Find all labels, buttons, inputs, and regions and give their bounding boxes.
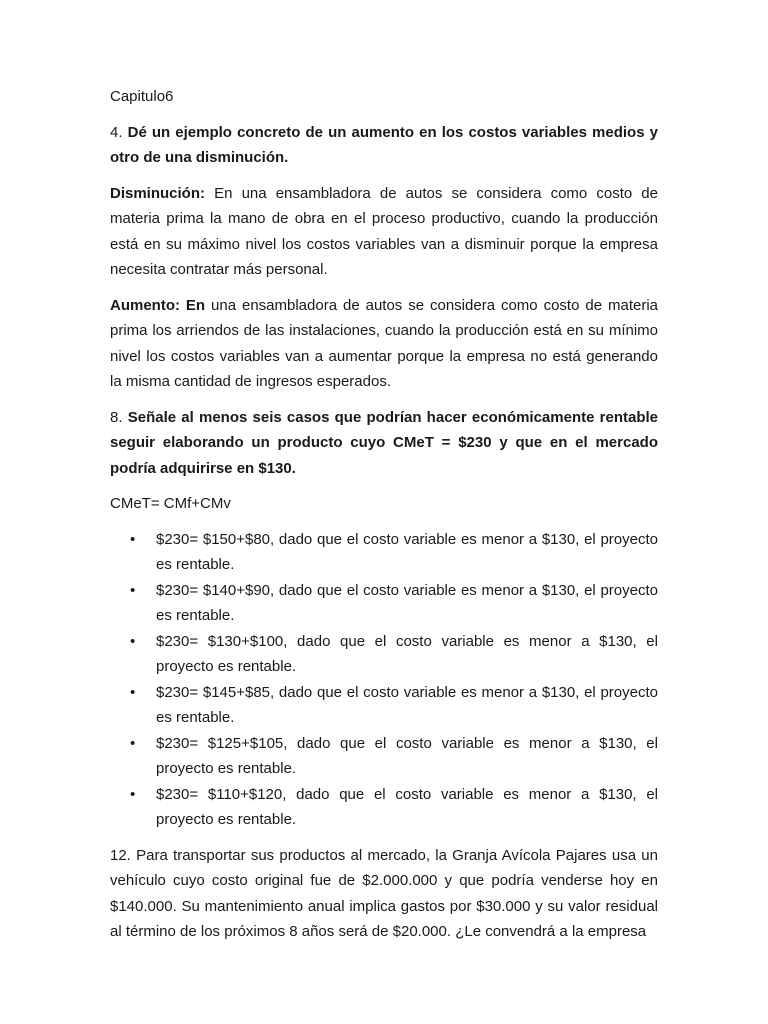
list-item (110, 731, 658, 782)
list-item (110, 527, 658, 578)
question-4-text: Dé un ejemplo concreto de un aumento en los costos variables medios y otro de una disminución. (110, 123, 658, 166)
cases-list (110, 527, 658, 833)
case-text: $230= $150+$80, dado que el costo variable es menor a $130, el proyecto es rentable. (156, 530, 658, 573)
question-8-text: Señale al menos seis casos que podrían hacer económicamente rentable seguir elaborando un producto cuyo CMeT = $230 y que en el mercado podría adquirirse en $130. (110, 408, 658, 477)
bullet-icon: • (130, 632, 136, 650)
question-8 (110, 405, 658, 482)
case-text: $230= $140+$90, dado que el costo variable es menor a $130, el proyecto es rentable. (156, 581, 658, 624)
document-content (110, 84, 658, 955)
bullet-icon: • (130, 734, 136, 752)
bullet-icon: • (130, 530, 136, 548)
question-8-number: 8. (110, 408, 123, 426)
question-4-number: 4. (110, 123, 123, 141)
list-item (110, 629, 658, 680)
list-item (110, 578, 658, 629)
disminucion-text: En una ensambladora de autos se considera como costo de materia prima la mano de obra en el proceso productivo, cuando la producción está en su máximo nivel los costos variables van a disminuir porque la empresa necesita contratar más personal. (110, 184, 658, 278)
case-text: $230= $125+$105, dado que el costo variable es menor a $130, el proyecto es rentable. (156, 734, 658, 777)
bullet-icon: • (130, 581, 136, 599)
chapter-title: Capitulo6 (110, 88, 174, 105)
question-4 (110, 120, 658, 171)
case-text: $230= $145+$85, dado que el costo variable es menor a $130, el proyecto es rentable. (156, 683, 658, 726)
formula: CMeT= CMf+CMv (110, 495, 231, 512)
case-text: $230= $110+$120, dado que el costo variable es menor a $130, el proyecto es rentable. (156, 785, 658, 828)
aumento-text: una ensambladora de autos se considera como costo de materia prima los arriendos de las instalaciones, cuando la producción está en su mínimo nivel los costos variables van a aumentar porque la empresa no está generando la misma cantidad de ingresos esperados. (110, 296, 658, 390)
bullet-icon: • (130, 683, 136, 701)
list-item (110, 782, 658, 833)
answer-aumento (110, 293, 658, 395)
disminucion-label: Disminución: (110, 184, 206, 202)
aumento-label: Aumento: En (110, 296, 206, 314)
answer-disminucion (110, 181, 658, 283)
bullet-icon: • (130, 785, 136, 803)
question-12: 12. Para transportar sus productos al mercado, la Granja Avícola Pajares usa un vehículo cuyo costo original fue de $2.000.000 y que podría venderse hoy en $140.000. Su mantenimiento anual implica gastos por $30.000 y su valor residual al término de los próximos 8 años será de $20.000. ¿Le convendrá a la empresa (110, 846, 658, 940)
case-text: $230= $130+$100, dado que el costo variable es menor a $130, el proyecto es rentable. (156, 632, 658, 675)
list-item (110, 680, 658, 731)
